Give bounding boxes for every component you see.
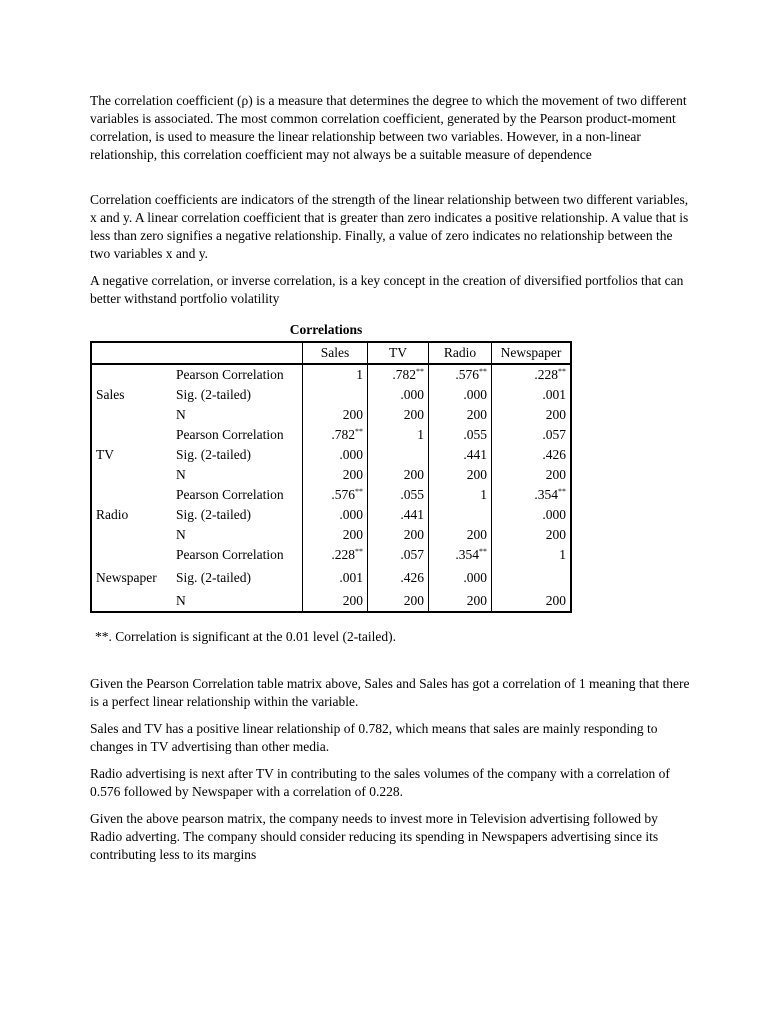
cell-value: 200 [492,591,572,612]
paragraph-interpretation-radio: Radio advertising is next after TV in contributing to the sales volumes of the company with a correlation of 0.576 followed by Newspaper with a correlation of 0.228. [90,766,670,799]
cell-value: .000 [303,445,368,465]
cell-value: 200 [368,405,429,425]
cell-value: 200 [303,465,368,485]
cell-value: .426 [492,445,572,465]
cell-value: 200 [368,525,429,545]
cell-value: .441 [368,505,429,525]
cell-value: .000 [429,565,492,591]
cell-value: .782** [368,364,429,385]
col-header-tv: TV [368,342,429,364]
cell-value [368,445,429,465]
cell-value: 200 [303,525,368,545]
cell-value: 200 [429,405,492,425]
cell-value: .354** [429,545,492,565]
table-footnote: **. Correlation is significant at the 0.01 level (2-tailed). [95,629,397,644]
cell-value: .057 [368,545,429,565]
cell-value: .426 [368,565,429,591]
correlations-table [90,341,572,613]
cell-value: 200 [492,465,572,485]
header-blank [91,342,172,364]
col-header-newspaper: Newspaper [492,342,572,364]
significance-marker: ** [416,367,424,376]
cell-value: 200 [429,591,492,612]
row-group-radio: Radio [91,485,172,545]
paragraph-negative-correlation: A negative correlation, or inverse correlation, is a key concept in the creation of diversified portfolios that can better withstand portfolio volatility [90,273,684,306]
table-title: Correlations [289,322,363,337]
cell-value: .001 [492,385,572,405]
significance-marker: ** [558,487,566,496]
cell-value: .782** [303,425,368,445]
paragraph-correlation-strength: Correlation coefficients are indicators of the strength of the linear relationship between two different variables, x and y. A linear correlation coefficient that is greater than zero indicates a positive relationship. A value that is less than zero signifies a negative relationship. Finally, a value of zero indicates no relationship between the two variables x and y. [90,192,689,261]
significance-marker: ** [558,367,566,376]
stat-label: Sig. (2-tailed) [172,505,303,525]
significance-marker: ** [355,427,363,436]
cell-value: 200 [492,405,572,425]
cell-value: 1 [492,545,572,565]
stat-label: Sig. (2-tailed) [172,565,303,591]
paragraph-recommendation: Given the above pearson matrix, the company needs to invest more in Television advertising followed by Radio adverting. The company should consider reducing its spending in Newspapers advertising since its contributing less to its margins [90,811,659,862]
header-blank [172,342,303,364]
cell-value: .055 [429,425,492,445]
cell-value: .228** [492,364,572,385]
cell-value: .000 [429,385,492,405]
paragraph-correlation-definition: The correlation coefficient (ρ) is a measure that determines the degree to which the movement of two different variables is associated. The most common correlation coefficient, generated by the Pearson product-moment correlation, is used to measure the linear relationship between two variables. However, in a non-linear relationship, this correlation coefficient may not always be a suitable measure of dependence [90,93,687,162]
significance-marker: ** [355,547,363,556]
col-header-radio: Radio [429,342,492,364]
significance-marker: ** [355,487,363,496]
stat-label: N [172,465,303,485]
cell-value: 200 [303,405,368,425]
row-group-tv: TV [91,425,172,485]
paragraph-interpretation-tv: Sales and TV has a positive linear relationship of 0.782, which means that sales are mainly responding to changes in TV advertising than other media. [90,721,658,754]
row-group-sales: Sales [91,364,172,425]
cell-value: 1 [303,364,368,385]
cell-value: 200 [368,591,429,612]
cell-value: .000 [492,505,572,525]
cell-value: .000 [303,505,368,525]
col-header-sales: Sales [303,342,368,364]
cell-value: .576** [429,364,492,385]
cell-value [303,385,368,405]
cell-value: .354** [492,485,572,505]
cell-value: 200 [429,465,492,485]
cell-value: 200 [303,591,368,612]
stat-label: N [172,405,303,425]
cell-value [429,505,492,525]
stat-label: Pearson Correlation [172,545,303,565]
cell-value: .228** [303,545,368,565]
cell-value: 1 [429,485,492,505]
stat-label: N [172,591,303,612]
stat-label: Pearson Correlation [172,425,303,445]
stat-label: Pearson Correlation [172,485,303,505]
stat-label: Sig. (2-tailed) [172,445,303,465]
cell-value: 200 [368,465,429,485]
cell-value: 200 [492,525,572,545]
stat-label: N [172,525,303,545]
cell-value: .576** [303,485,368,505]
cell-value [492,565,572,591]
significance-marker: ** [479,547,487,556]
cell-value: .057 [492,425,572,445]
cell-value: .000 [368,385,429,405]
stat-label: Sig. (2-tailed) [172,385,303,405]
cell-value: 1 [368,425,429,445]
cell-value: .001 [303,565,368,591]
cell-value: 200 [429,525,492,545]
cell-value: .055 [368,485,429,505]
stat-label: Pearson Correlation [172,364,303,385]
paragraph-interpretation-sales: Given the Pearson Correlation table matrix above, Sales and Sales has got a correlation of 1 meaning that there is a perfect linear relationship within the variable. [90,676,690,709]
row-group-newspaper: Newspaper [91,545,172,612]
significance-marker: ** [479,367,487,376]
cell-value: .441 [429,445,492,465]
